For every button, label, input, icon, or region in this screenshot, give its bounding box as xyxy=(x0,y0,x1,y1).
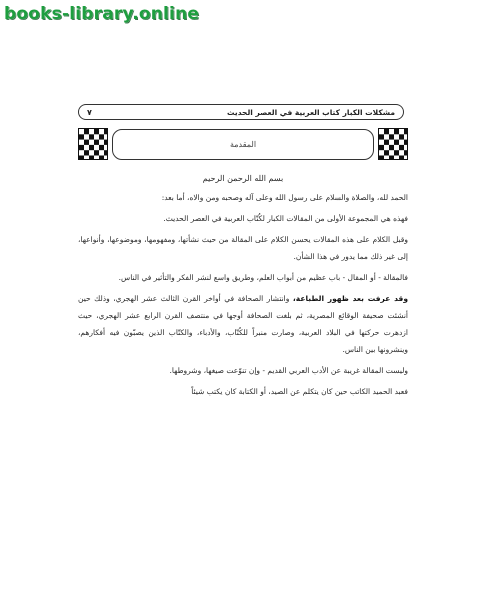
paragraph: وقد عرفت بعد ظهور الطباعة، وانتشار الصحافة في أواخر القرن الثالث عشر الهجري، وذلك حين أنشئت صحيفة الوقائع المصرية، ثم بلغت الصحافة أوجها في منتصف القرن الرابع عشر الهجري، حيث ازدهرت حركتها في البلاد العربية، وصارت منبراً للكُتّاب، والأدباء، والكتّاب الذين يصبّون فيه أفكارهم، وينشرونها بين الناس. xyxy=(78,294,409,354)
paragraph: فعبد الحميد الكاتب حين كان يتكلم عن الصيد، أو الكتابة كان يكتب شيئاً xyxy=(191,387,408,396)
book-page xyxy=(78,104,408,584)
paragraph: فالمقالة - أو المقال - باب عظيم من أبواب العلم، وطريق واسع لنشر الفكر والتأثير في الناس. xyxy=(118,273,408,282)
paragraph: فهذه هي المجموعة الأولى من المقالات الكبار لكُتّاب العربية في العصر الحديث. xyxy=(163,214,408,223)
paragraph: الحمد لله، والصلاة والسلام على رسول الله وعلى آله وصحبه ومن والاه، أما بعد: xyxy=(161,193,408,202)
basmala: بسم الله الرحمن الرحيم xyxy=(202,174,284,183)
checker-ornament-icon xyxy=(378,128,408,160)
page-number: ٧ xyxy=(87,107,92,117)
watermark-logo: books-library.online xyxy=(4,4,200,24)
checker-ornament-icon xyxy=(78,128,108,160)
paragraph: وقبل الكلام على هذه المقالات يحسن الكلام على المقالة من حيث نشأتها، ومفهومها، وموضوعها، وأنواعها، إلى غير ذلك مما يدور في هذا الشأن. xyxy=(78,235,408,261)
running-title: مشكلات الكبار كتاب العربية في العصر الحديث xyxy=(226,107,395,117)
section-title: المقدمة xyxy=(112,129,374,160)
section-title-frame xyxy=(78,128,408,160)
paragraph: وليست المقالة غريبة عن الأدب العربي القديم - وإن تنوّعت صيغها، وشروطها. xyxy=(169,366,408,375)
running-header xyxy=(78,104,404,120)
body-text xyxy=(78,170,408,404)
